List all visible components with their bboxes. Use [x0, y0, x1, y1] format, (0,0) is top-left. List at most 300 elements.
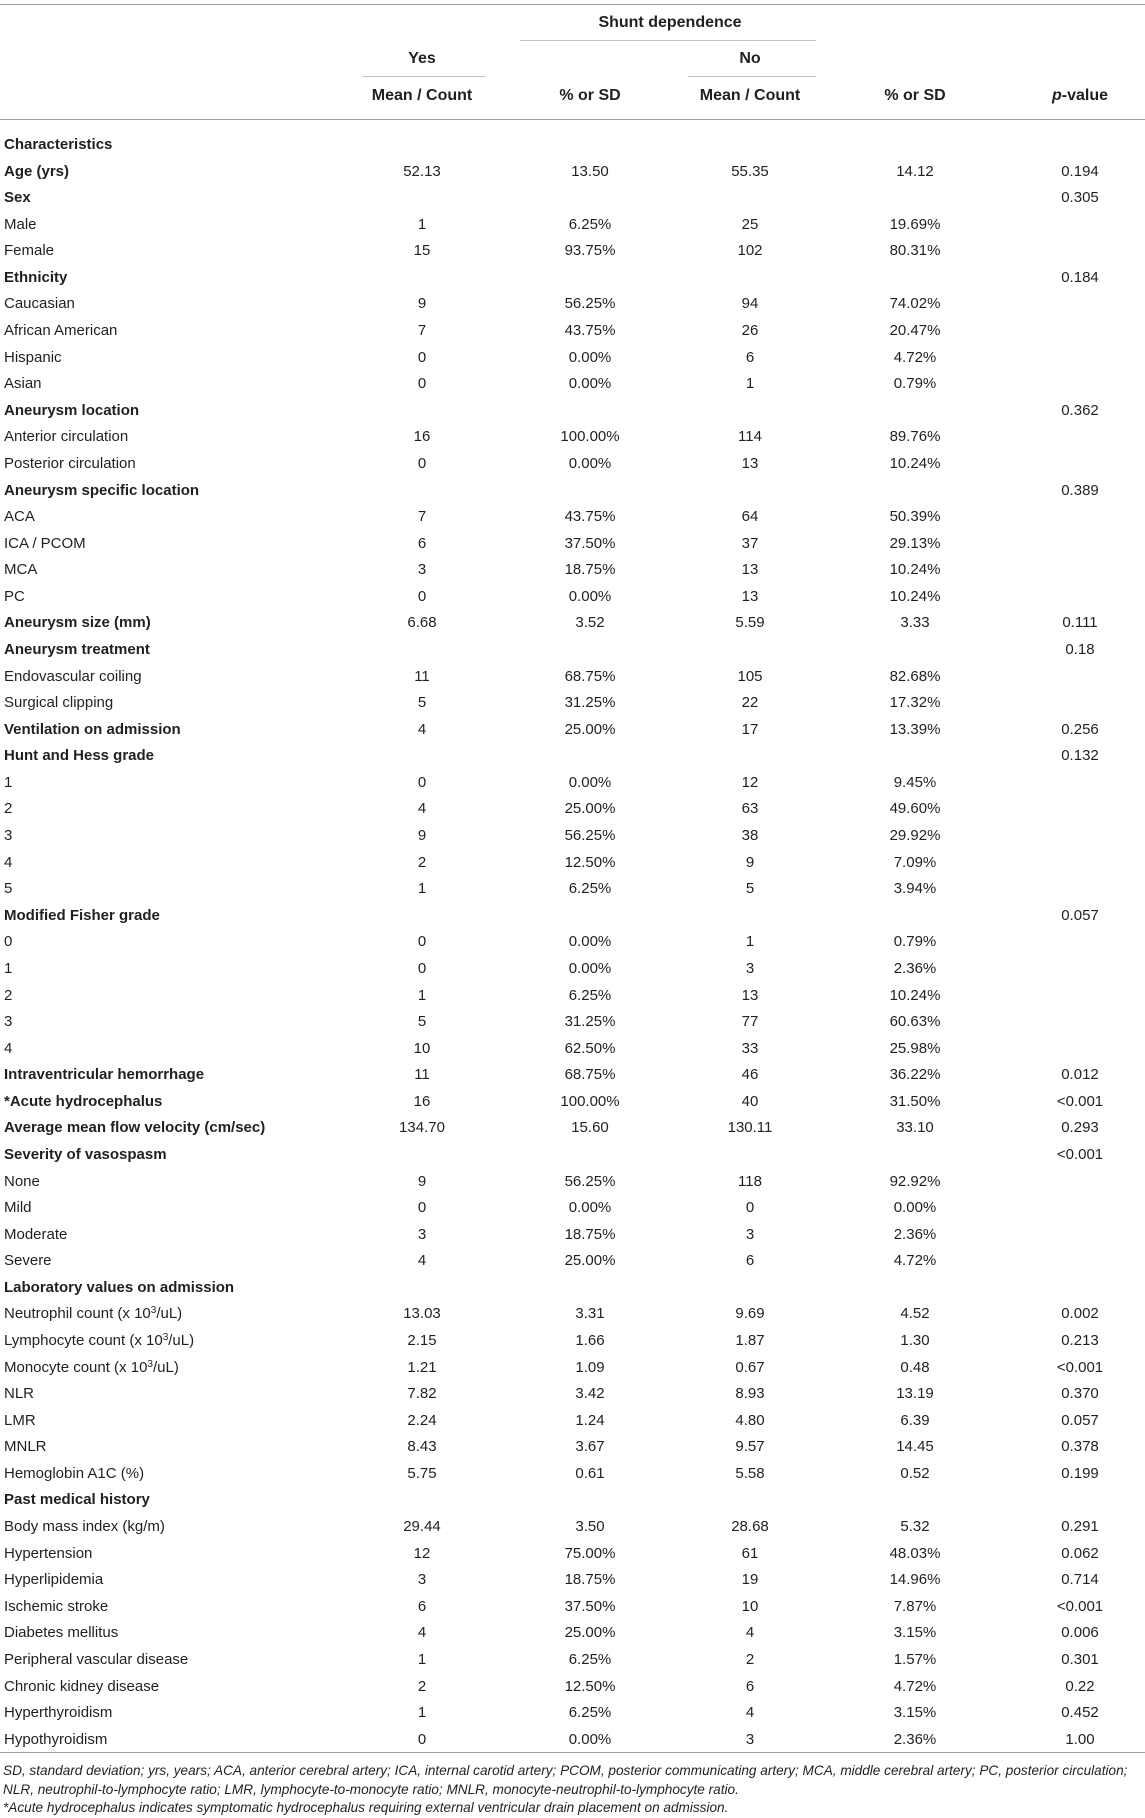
- cell-pct-sd-no: 4.72%: [893, 348, 937, 366]
- cell-p-value: <0.001: [1056, 1597, 1104, 1615]
- row-label: [4, 451, 136, 478]
- cell-pct-sd-no: 80.31%: [889, 242, 941, 260]
- table-row: [0, 717, 1145, 744]
- row-label-text: MCA: [4, 561, 38, 579]
- table-row: [0, 1700, 1145, 1727]
- p-suffix: -value: [1061, 87, 1109, 104]
- row-label-text: Neutrophil count (x 10: [4, 1305, 151, 1323]
- cell-pct-sd-yes: 37.50%: [564, 534, 616, 552]
- cell-mean-count-no: 1: [745, 933, 755, 951]
- cell-p-value: 0.132: [1061, 747, 1099, 765]
- cell-pct-sd-yes: 6.25%: [568, 215, 612, 233]
- table-row: [0, 1036, 1145, 1063]
- cell-mean-count-no: 28.68: [731, 1518, 769, 1536]
- cell-p-value: 0.002: [1061, 1305, 1099, 1323]
- cell-mean-count-yes: 3: [417, 1571, 427, 1589]
- row-label: [4, 637, 150, 664]
- row-label: [4, 1408, 36, 1435]
- table-row: [0, 1434, 1145, 1461]
- cell-pct-sd-no: 50.39%: [889, 508, 941, 526]
- cell-mean-count-no: 13: [741, 454, 759, 472]
- row-label-text: Aneurysm specific location: [4, 481, 200, 499]
- row-label-text: Caucasian: [4, 295, 75, 313]
- cell-pct-sd-yes: 68.75%: [564, 1066, 616, 1084]
- cell-p-value: 0.194: [1061, 162, 1099, 180]
- row-label-text: MNLR: [4, 1438, 47, 1456]
- cell-pct-sd-no: 4.72%: [893, 1677, 937, 1695]
- row-label-text: Moderate: [4, 1225, 68, 1243]
- table-row: [0, 1169, 1145, 1196]
- cell-pct-sd-yes: 1.66: [575, 1332, 605, 1350]
- cell-mean-count-no: 22: [741, 694, 759, 712]
- cell-pct-sd-no: 14.96%: [889, 1571, 941, 1589]
- row-label: [4, 291, 75, 318]
- row-label-text: None: [4, 1172, 40, 1190]
- cell-pct-sd-no: 2.36%: [893, 1225, 937, 1243]
- cell-mean-count-no: 64: [741, 508, 759, 526]
- row-label: [4, 1594, 108, 1621]
- cell-p-value: 0.714: [1061, 1571, 1099, 1589]
- cell-pct-sd-no: 31.50%: [889, 1092, 941, 1110]
- cell-mean-count-yes: 16: [413, 1092, 431, 1110]
- cell-p-value: 0.370: [1061, 1385, 1099, 1403]
- cell-mean-count-no: 9.57: [735, 1438, 765, 1456]
- row-label: [4, 557, 37, 584]
- row-label-text: Hunt and Hess grade: [4, 747, 155, 765]
- row-label: [4, 1355, 179, 1382]
- cell-pct-sd-no: 10.24%: [889, 986, 941, 1004]
- row-label-superscript: 3: [150, 1305, 157, 1317]
- cell-pct-sd-no: 1.30: [900, 1332, 930, 1350]
- cell-mean-count-no: 6: [745, 1252, 755, 1270]
- cell-pct-sd-yes: 0.61: [575, 1464, 605, 1482]
- cell-pct-sd-yes: 6.25%: [568, 1704, 612, 1722]
- cell-mean-count-yes: 16: [413, 428, 431, 446]
- row-label: [4, 1328, 194, 1355]
- cell-mean-count-no: 3: [745, 959, 755, 977]
- cell-mean-count-no: 17: [741, 720, 759, 738]
- yes-heading: Yes: [408, 50, 436, 67]
- row-label-text: 2: [4, 986, 13, 1004]
- cell-mean-count-yes: 0: [417, 1730, 427, 1748]
- cell-p-value: 0.184: [1061, 268, 1099, 286]
- cell-mean-count-yes: 6: [417, 1597, 427, 1615]
- cell-pct-sd-yes: 43.75%: [564, 508, 616, 526]
- cell-pct-sd-no: 1.57%: [893, 1650, 937, 1668]
- cell-mean-count-yes: 12: [413, 1544, 431, 1562]
- cell-mean-count-no: 9: [745, 853, 755, 871]
- p-italic: p: [1051, 87, 1062, 104]
- cell-p-value: 0.362: [1061, 401, 1099, 419]
- cell-mean-count-yes: 8.43: [407, 1438, 437, 1456]
- row-label-text: 3: [4, 1013, 13, 1031]
- cell-mean-count-yes: 3: [417, 561, 427, 579]
- cell-pct-sd-no: 4.52: [900, 1305, 930, 1323]
- cell-mean-count-no: 12: [741, 773, 759, 791]
- row-label: [4, 983, 12, 1010]
- table-row: [0, 291, 1145, 318]
- row-label: [4, 743, 154, 770]
- yes-rule: [362, 76, 486, 77]
- row-label: [4, 690, 113, 717]
- table-row: [0, 557, 1145, 584]
- cell-mean-count-no: 94: [741, 295, 759, 313]
- cell-pct-sd-yes: 3.67: [575, 1438, 605, 1456]
- cell-mean-count-yes: 0: [417, 959, 427, 977]
- row-label-text: Asian: [4, 375, 42, 393]
- cell-pct-sd-no: 0.52: [900, 1464, 930, 1482]
- col-mean-count-no: Mean / Count: [699, 87, 801, 104]
- table-row: [0, 1541, 1145, 1568]
- row-label: [4, 1620, 118, 1647]
- row-label: [4, 398, 139, 425]
- row-label-text: NLR: [4, 1385, 35, 1403]
- row-label: [4, 1195, 32, 1222]
- cell-pct-sd-yes: 37.50%: [564, 1597, 616, 1615]
- cell-pct-sd-no: 14.45: [896, 1438, 934, 1456]
- cell-p-value: 0.389: [1061, 481, 1099, 499]
- table-row: [0, 345, 1145, 372]
- cell-mean-count-yes: 0: [417, 933, 427, 951]
- row-label: [4, 1461, 144, 1488]
- cell-pct-sd-no: 3.94%: [893, 880, 937, 898]
- cell-p-value: 0.18: [1065, 640, 1095, 658]
- cell-mean-count-yes: 6.68: [407, 614, 437, 632]
- row-label-text: Hispanic: [4, 348, 62, 366]
- cell-p-value: 0.452: [1061, 1704, 1099, 1722]
- cell-pct-sd-no: 60.63%: [889, 1013, 941, 1031]
- cell-pct-sd-yes: 1.09: [575, 1358, 605, 1376]
- cell-mean-count-no: 0.67: [735, 1358, 765, 1376]
- table-row: [0, 1487, 1145, 1514]
- cell-mean-count-yes: 5: [417, 694, 427, 712]
- row-label: [4, 1727, 107, 1754]
- cell-mean-count-no: 13: [741, 561, 759, 579]
- table-row: [0, 1461, 1145, 1488]
- cell-mean-count-yes: 0: [417, 1199, 427, 1217]
- top-rule: [0, 4, 1145, 5]
- cell-mean-count-no: 13: [741, 986, 759, 1004]
- row-label: [4, 345, 62, 372]
- row-label: [4, 717, 181, 744]
- table-row: [0, 1248, 1145, 1275]
- cell-mean-count-no: 19: [741, 1571, 759, 1589]
- shunt-dependence-heading: Shunt dependence: [598, 14, 742, 31]
- cell-pct-sd-yes: 13.50: [571, 162, 609, 180]
- row-label: [4, 664, 142, 691]
- cell-mean-count-no: 102: [737, 242, 763, 260]
- table-row: [0, 1408, 1145, 1435]
- cell-pct-sd-yes: 0.00%: [568, 587, 612, 605]
- row-label: [4, 876, 12, 903]
- cell-p-value: 0.378: [1061, 1438, 1099, 1456]
- table-row: [0, 1381, 1145, 1408]
- cell-mean-count-no: 10: [741, 1597, 759, 1615]
- cell-mean-count-no: 61: [741, 1544, 759, 1562]
- table-row: [0, 1301, 1145, 1328]
- cell-pct-sd-no: 13.39%: [889, 720, 941, 738]
- table-row: [0, 1647, 1145, 1674]
- cell-mean-count-no: 4.80: [735, 1411, 765, 1429]
- cell-mean-count-yes: 2: [417, 853, 427, 871]
- cell-mean-count-yes: 4: [417, 1252, 427, 1270]
- cell-mean-count-yes: 4: [417, 1624, 427, 1642]
- cell-mean-count-yes: 1: [417, 880, 427, 898]
- row-label: [4, 159, 69, 186]
- row-label-text: Past medical history: [4, 1491, 150, 1509]
- cell-pct-sd-yes: 100.00%: [560, 1092, 620, 1110]
- col-p-value: [1020, 87, 1140, 105]
- cell-mean-count-no: 118: [738, 1172, 762, 1190]
- row-label: [4, 610, 151, 637]
- table-row: [0, 132, 1145, 159]
- cell-mean-count-yes: 0: [417, 773, 427, 791]
- cell-p-value: 0.057: [1061, 1411, 1099, 1429]
- cell-mean-count-yes: 11: [414, 667, 430, 685]
- row-label-text: Hyperthyroidism: [4, 1704, 113, 1722]
- cell-p-value: 0.22: [1065, 1677, 1095, 1695]
- cell-mean-count-yes: 5.75: [407, 1464, 437, 1482]
- col-pct-sd-no: % or SD: [884, 87, 946, 104]
- table-row: [0, 1355, 1145, 1382]
- row-label-text: Severity of vasospasm: [4, 1145, 167, 1163]
- cell-pct-sd-yes: 18.75%: [564, 1571, 616, 1589]
- cell-pct-sd-yes: 100.00%: [560, 428, 620, 446]
- cell-pct-sd-no: 0.79%: [893, 375, 937, 393]
- cell-mean-count-no: 5.59: [735, 614, 765, 632]
- cell-mean-count-yes: 29.44: [403, 1518, 441, 1536]
- cell-pct-sd-no: 5.32: [900, 1518, 930, 1536]
- row-label: [4, 956, 12, 983]
- row-label: [4, 504, 35, 531]
- cell-pct-sd-yes: 0.00%: [568, 348, 612, 366]
- row-label-text: 4: [4, 853, 13, 871]
- cell-mean-count-no: 114: [738, 428, 762, 446]
- row-label-text: Peripheral vascular disease: [4, 1650, 189, 1668]
- row-label-text: Ischemic stroke: [4, 1597, 109, 1615]
- cell-pct-sd-no: 7.09%: [893, 853, 937, 871]
- row-label: [4, 1381, 34, 1408]
- cell-pct-sd-no: 17.32%: [889, 694, 941, 712]
- cell-pct-sd-yes: 0.00%: [568, 773, 612, 791]
- row-label-superscript: 3: [162, 1332, 169, 1344]
- cell-p-value: 0.293: [1061, 1119, 1099, 1137]
- cell-pct-sd-yes: 6.25%: [568, 986, 612, 1004]
- row-label-text: Monocyte count (x 10: [4, 1358, 148, 1376]
- table-row: [0, 1089, 1145, 1116]
- table-row: [0, 637, 1145, 664]
- row-label-text: Hypertension: [4, 1544, 93, 1562]
- table-row: [0, 424, 1145, 451]
- table-row: [0, 531, 1145, 558]
- col-pct-sd-yes: % or SD: [559, 87, 621, 104]
- cell-pct-sd-no: 29.92%: [889, 827, 941, 845]
- row-label: [4, 531, 86, 558]
- cell-pct-sd-no: 2.36%: [893, 1730, 937, 1748]
- cell-mean-count-no: 40: [741, 1092, 759, 1110]
- row-label-text: Average mean flow velocity (cm/sec): [4, 1119, 266, 1137]
- row-label: [4, 424, 128, 451]
- cell-mean-count-yes: 2.24: [407, 1411, 437, 1429]
- table-row: [0, 664, 1145, 691]
- no-heading: No: [739, 50, 761, 67]
- cell-pct-sd-yes: 25.00%: [564, 1624, 616, 1642]
- table-row: [0, 743, 1145, 770]
- cell-pct-sd-no: 0.48: [900, 1358, 930, 1376]
- row-label-text: Lymphocyte count (x 10: [4, 1332, 163, 1350]
- row-label-text: Severe: [4, 1252, 52, 1270]
- row-label-text: Aneurysm treatment: [4, 640, 150, 658]
- cell-pct-sd-no: 10.24%: [889, 587, 941, 605]
- table-row: [0, 1514, 1145, 1541]
- cell-mean-count-yes: 1: [417, 1650, 427, 1668]
- cell-pct-sd-yes: 43.75%: [564, 322, 616, 340]
- row-label: [4, 1674, 159, 1701]
- cell-pct-sd-no: 82.68%: [889, 667, 941, 685]
- cell-pct-sd-no: 25.98%: [889, 1039, 941, 1057]
- row-label-text: Hypothyroidism: [4, 1730, 108, 1748]
- row-label-text: 5: [4, 880, 13, 898]
- cell-p-value: 0.199: [1061, 1464, 1099, 1482]
- row-label: [4, 1487, 150, 1514]
- cell-pct-sd-yes: 75.00%: [564, 1544, 616, 1562]
- cell-pct-sd-no: 3.15%: [893, 1704, 937, 1722]
- cell-p-value: <0.001: [1056, 1358, 1104, 1376]
- table-row: [0, 398, 1145, 425]
- table-row: [0, 1727, 1145, 1754]
- cell-pct-sd-yes: 62.50%: [564, 1039, 616, 1057]
- table-body: [0, 132, 1145, 1753]
- row-label: [4, 1541, 92, 1568]
- row-label: [4, 823, 12, 850]
- row-label: [4, 1036, 12, 1063]
- row-label-text: Hemoglobin A1C (%): [4, 1464, 145, 1482]
- table-row: [0, 1062, 1145, 1089]
- cell-mean-count-yes: 7: [417, 322, 427, 340]
- cell-mean-count-no: 13: [741, 587, 759, 605]
- cell-mean-count-no: 5: [745, 880, 755, 898]
- row-label: [4, 903, 160, 930]
- asterisk-note: *Acute hydrocephalus indicates symptomatic hydrocephalus requiring external ventricular drain placement on admission.: [3, 1800, 729, 1815]
- table-row: [0, 1115, 1145, 1142]
- row-label-text: Mild: [4, 1199, 32, 1217]
- table-row: [0, 1222, 1145, 1249]
- table-row: [0, 1567, 1145, 1594]
- table-row: [0, 823, 1145, 850]
- cell-mean-count-yes: 15: [413, 242, 431, 260]
- row-label-text: Intraventricular hemorrhage: [4, 1066, 205, 1084]
- cell-mean-count-no: 8.93: [735, 1385, 765, 1403]
- table-row: [0, 318, 1145, 345]
- cell-mean-count-no: 4: [745, 1624, 755, 1642]
- table-row: [0, 1275, 1145, 1302]
- row-label-text: Body mass index (kg/m): [4, 1518, 165, 1536]
- cell-mean-count-no: 26: [741, 322, 759, 340]
- cell-pct-sd-yes: 3.52: [575, 614, 605, 632]
- row-label: [4, 850, 12, 877]
- cell-pct-sd-no: 19.69%: [889, 215, 941, 233]
- cell-pct-sd-yes: 0.00%: [568, 959, 612, 977]
- cell-mean-count-yes: 2: [417, 1677, 427, 1695]
- row-label-text: Characteristics: [4, 136, 113, 153]
- table-row: [0, 1620, 1145, 1647]
- cell-mean-count-no: 25: [741, 215, 759, 233]
- table-row: [0, 1195, 1145, 1222]
- row-label-suffix: /uL): [168, 1332, 195, 1350]
- row-label: [4, 1301, 182, 1328]
- row-label: [4, 1275, 234, 1302]
- cell-pct-sd-yes: 56.25%: [564, 295, 616, 313]
- cell-mean-count-no: 130.11: [727, 1119, 773, 1137]
- cell-pct-sd-no: 9.45%: [893, 773, 937, 791]
- row-label-text: Age (yrs): [4, 162, 70, 180]
- cell-pct-sd-no: 0.79%: [893, 933, 937, 951]
- cell-pct-sd-yes: 12.50%: [564, 853, 616, 871]
- row-label: [4, 212, 37, 239]
- cell-mean-count-no: 105: [737, 667, 763, 685]
- row-label-text: Diabetes mellitus: [4, 1624, 119, 1642]
- row-label-text: ACA: [4, 508, 35, 526]
- cell-mean-count-yes: 1: [417, 1704, 427, 1722]
- table-row: [0, 929, 1145, 956]
- table-row: [0, 903, 1145, 930]
- row-label: [4, 478, 199, 505]
- footnotes: [3, 1762, 1143, 1818]
- cell-pct-sd-yes: 3.31: [575, 1305, 605, 1323]
- table-row: [0, 796, 1145, 823]
- row-label-text: *Acute hydrocephalus: [4, 1092, 163, 1110]
- cell-pct-sd-no: 4.72%: [893, 1252, 937, 1270]
- cell-mean-count-yes: 7: [417, 508, 427, 526]
- row-label-text: LMR: [4, 1411, 36, 1429]
- cell-p-value: 0.213: [1061, 1332, 1099, 1350]
- cell-mean-count-yes: 0: [417, 454, 427, 472]
- table-row: [0, 850, 1145, 877]
- table-row: [0, 185, 1145, 212]
- no-rule: [688, 76, 816, 77]
- cell-pct-sd-no: 10.24%: [889, 561, 941, 579]
- cell-mean-count-no: 6: [745, 348, 755, 366]
- row-label-text: Posterior circulation: [4, 454, 136, 472]
- table-row: [0, 876, 1145, 903]
- table-row: [0, 956, 1145, 983]
- cell-mean-count-no: 9.69: [735, 1305, 765, 1323]
- row-label: [4, 1434, 47, 1461]
- cell-mean-count-no: 1.87: [735, 1332, 765, 1350]
- cell-p-value: 0.111: [1062, 614, 1098, 632]
- row-label-text: Male: [4, 215, 37, 233]
- cell-p-value: 0.012: [1061, 1066, 1099, 1084]
- row-label: [4, 1089, 162, 1116]
- cell-p-value: <0.001: [1056, 1145, 1104, 1163]
- row-label-text: PC: [4, 587, 25, 605]
- cell-pct-sd-yes: 0.00%: [568, 1730, 612, 1748]
- cell-mean-count-yes: 1: [417, 986, 427, 1004]
- row-label-text: Female: [4, 242, 55, 260]
- cell-pct-sd-no: 29.13%: [889, 534, 941, 552]
- row-label-superscript: 3: [147, 1358, 153, 1370]
- row-label-text: 3: [4, 827, 13, 845]
- row-label-text: Hyperlipidemia: [4, 1571, 104, 1589]
- table-row: [0, 212, 1145, 239]
- cell-pct-sd-yes: 25.00%: [564, 800, 616, 818]
- cell-pct-sd-yes: 25.00%: [564, 1252, 616, 1270]
- cell-pct-sd-yes: 0.00%: [568, 933, 612, 951]
- bottom-rule: [0, 1752, 1145, 1753]
- cell-mean-count-no: 6: [745, 1677, 755, 1695]
- cell-mean-count-yes: 5: [417, 1013, 427, 1031]
- cell-mean-count-yes: 134.70: [399, 1119, 445, 1137]
